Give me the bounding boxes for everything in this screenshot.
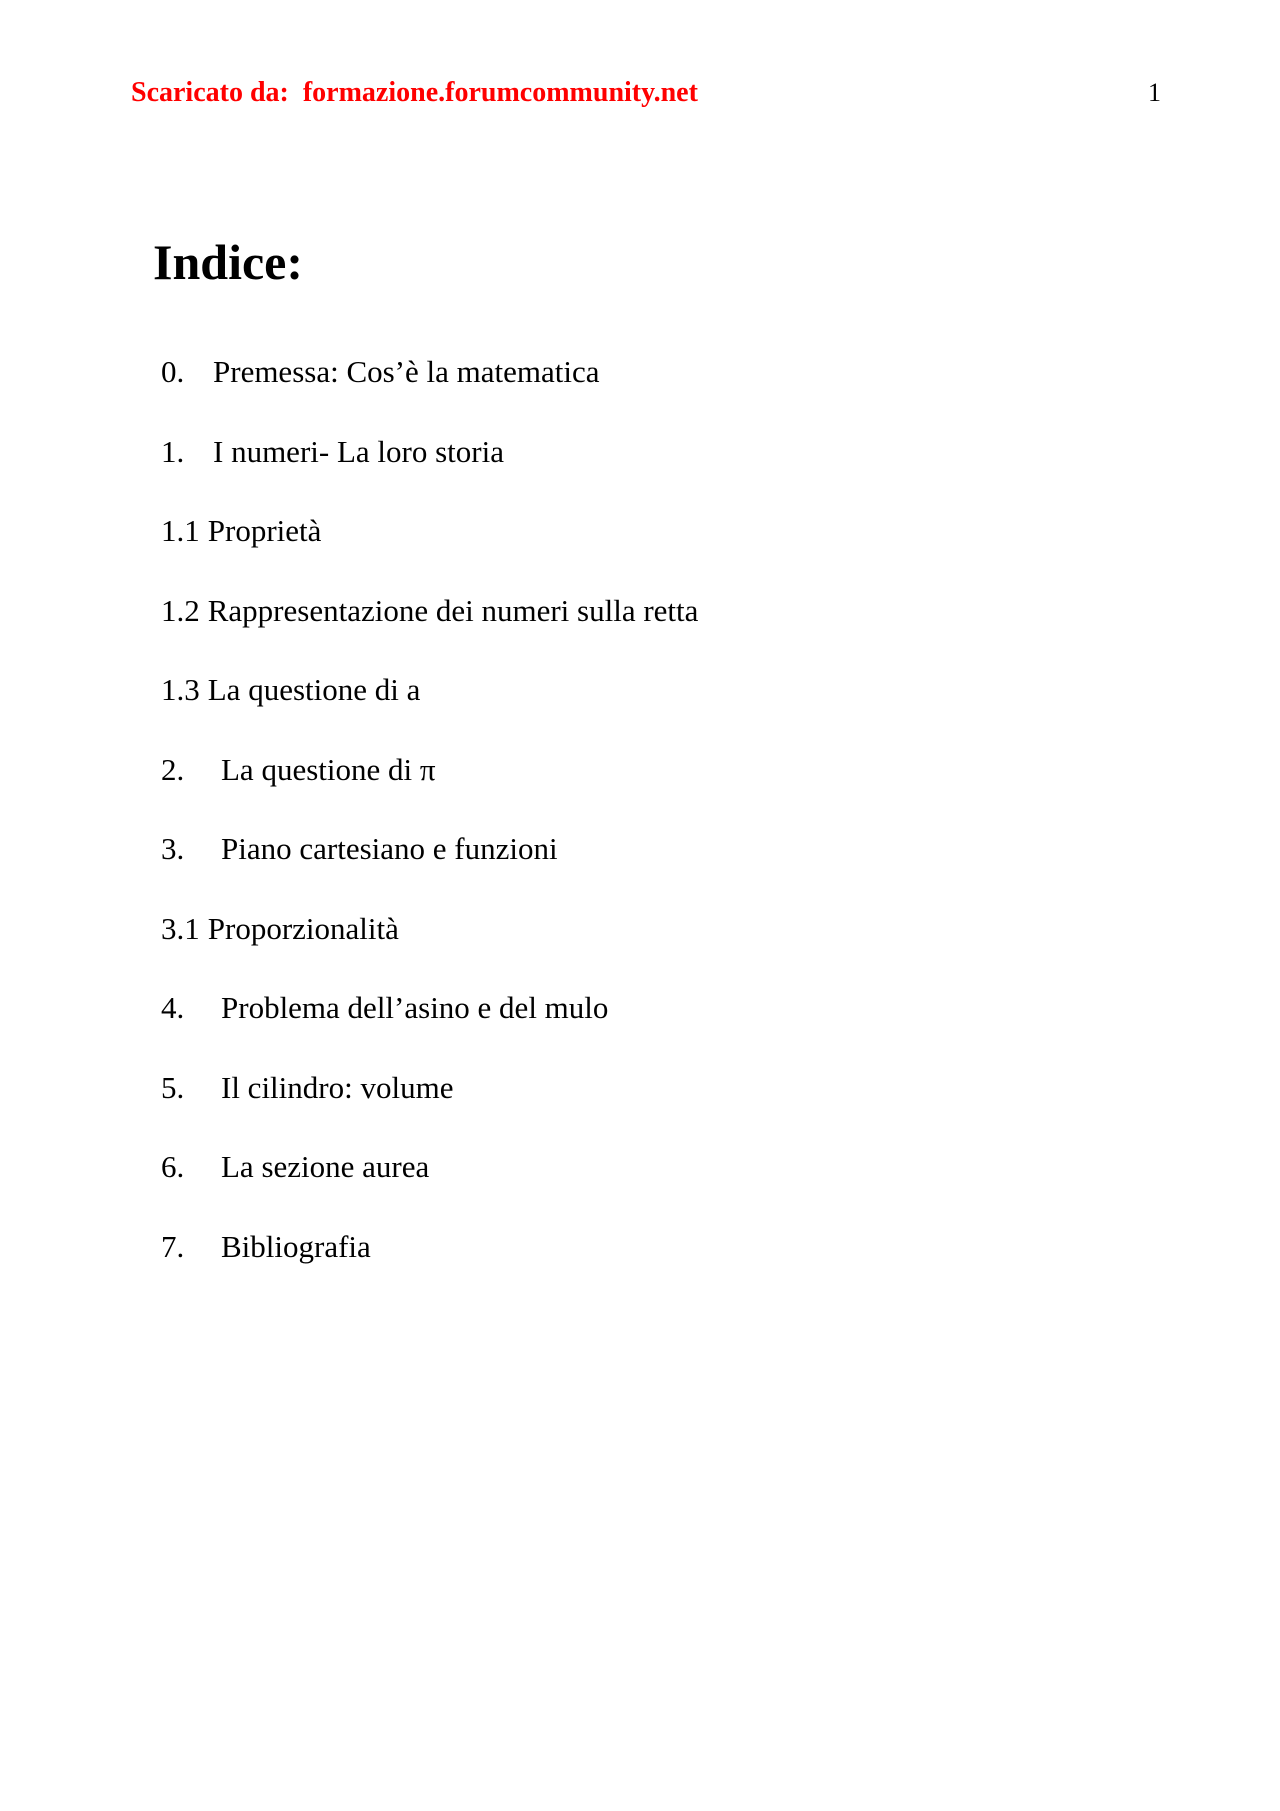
- toc-item-label: Piano cartesiano e funzioni: [221, 831, 558, 866]
- table-of-contents: [161, 348, 698, 1302]
- toc-item-number: 4.: [161, 990, 185, 1025]
- toc-item-number: 1.: [161, 433, 185, 469]
- toc-item: [161, 1143, 698, 1223]
- toc-item: [161, 905, 698, 985]
- source-site: formazione.forumcommunity.net: [302, 77, 698, 108]
- toc-item-number: 5.: [161, 1069, 185, 1105]
- toc-item-label: La questione di a: [207, 672, 421, 707]
- toc-item-label: Il cilindro: volume: [221, 1069, 454, 1105]
- toc-item-number: 1.2: [161, 592, 200, 628]
- toc-item-number: 1.1: [161, 513, 200, 548]
- toc-item: [161, 507, 698, 587]
- toc-item-number: 6.: [161, 1149, 185, 1184]
- toc-item-number: 0.: [161, 354, 185, 389]
- toc-item-label: Problema dell’asino e del mulo: [221, 990, 609, 1025]
- toc-item: [161, 1223, 698, 1303]
- toc-item-label: Proprietà: [207, 513, 322, 548]
- toc-item-label: Proporzionalità: [207, 910, 399, 946]
- toc-item: [161, 587, 698, 667]
- toc-item: [161, 428, 698, 508]
- toc-item: [161, 825, 698, 905]
- page-title: Indice:: [153, 234, 303, 290]
- toc-item: [161, 746, 698, 826]
- toc-item-label: La sezione aurea: [221, 1149, 430, 1184]
- toc-item-label: La questione di π: [221, 751, 436, 787]
- toc-item-label: Premessa: Cos’è la matematica: [213, 354, 600, 389]
- toc-item: [161, 666, 698, 746]
- toc-item: [161, 1064, 698, 1144]
- toc-item-number: 2.: [161, 751, 185, 787]
- toc-item: [161, 984, 698, 1064]
- download-source-header: [131, 76, 698, 110]
- toc-item: [161, 348, 698, 428]
- page-number: 1: [1148, 78, 1161, 107]
- toc-item-label: I numeri- La loro storia: [213, 433, 504, 469]
- toc-item-number: 3.1: [161, 910, 200, 946]
- toc-item-number: 1.3: [161, 672, 200, 707]
- toc-item-number: 3.: [161, 831, 185, 866]
- toc-item-label: Rappresentazione dei numeri sulla retta: [207, 592, 699, 628]
- source-label: Scaricato da:: [131, 77, 289, 108]
- toc-item-label: Bibliografia: [221, 1228, 371, 1264]
- toc-item-number: 7.: [161, 1228, 185, 1264]
